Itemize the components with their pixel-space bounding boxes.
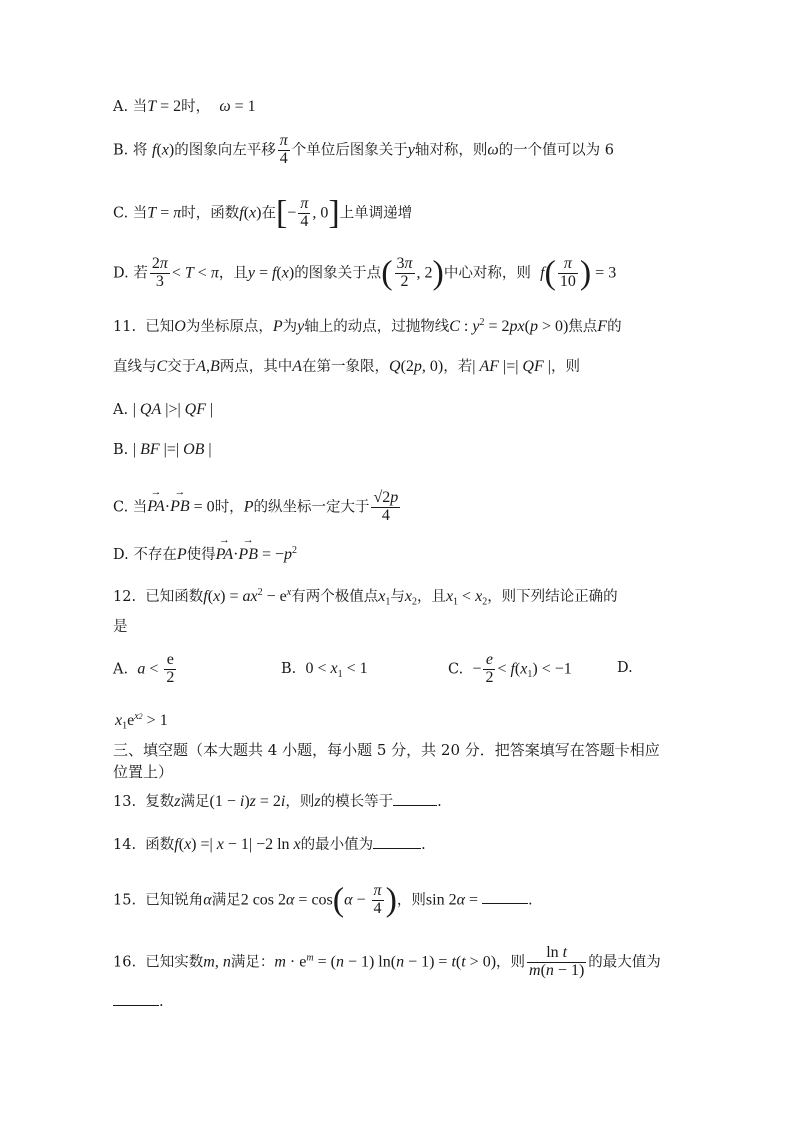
text: 的: [607, 318, 622, 335]
text: 的模长等于: [320, 794, 394, 810]
text: ，则: [550, 359, 580, 375]
text: 两点，其中: [219, 359, 293, 375]
option-11d: D. 不存在P使得→ PA·→ PB = $-p^2$: [113, 546, 297, 563]
text: 的最小值为: [300, 837, 374, 853]
question-16: 16. 已知实数m, n满足：$m \cdot e^m = (n - 1) \ln(n - 1) = t(t > 0)$，则 $\frac{\text{ln t}}{m(n - 1)}$ 的最大值为: [113, 944, 661, 979]
text: ，则: [285, 794, 315, 810]
text: ，则: [396, 892, 426, 909]
text: 轴对称，则: [414, 142, 488, 159]
option-label: A.: [113, 661, 129, 678]
option-10a: A. 当T = 2时， ω = 1: [113, 98, 256, 115]
question-16-answer: [113, 995, 164, 1010]
text: 焦点: [568, 318, 598, 335]
text: .: [159, 994, 164, 1010]
text: 的图象关于点: [294, 265, 382, 282]
text: 位置上）: [113, 763, 174, 781]
option-12b: B. $0 < x_1 < 1$: [281, 660, 368, 680]
text: 直线与: [113, 359, 157, 375]
text: 将: [132, 142, 148, 159]
text: 已知: [145, 318, 175, 335]
section-heading: [113, 743, 660, 758]
text: 三、填空题（本大题共 4 小题，每小题 5 分，共 20 分．把答案填写在答题卡相应: [113, 741, 660, 759]
text: 中心对称，则: [443, 265, 531, 282]
option-10b: B. 将 f(x)的图象向左平移 $\frac{\pi}{4}$ 个单位后图象关于y轴对称，则ω的一个值可以为 6: [113, 132, 614, 167]
options-12: A. a < $\frac{e}{2}$: [113, 651, 175, 686]
text: 的图象向左平移: [174, 142, 276, 159]
option-label: A.: [113, 402, 129, 418]
answer-blank[interactable]: [373, 848, 421, 849]
text: 已知函数: [145, 588, 204, 605]
question-12-line2: [113, 620, 128, 635]
option-label: A.: [113, 99, 129, 115]
question-15: 15. 已知锐角α满足2 cos 2α = cos(α − $\frac{\pi}{4}$ )，则sin 2α = .: [113, 881, 533, 919]
text: 的一个值可以为 6: [498, 142, 614, 159]
text: 时，: [214, 499, 244, 516]
text: 上单调递增: [339, 205, 413, 222]
option-label: C.: [113, 499, 129, 516]
text: 的最大值为: [588, 954, 661, 971]
text: 不存在: [133, 546, 177, 563]
question-number: 15.: [113, 892, 137, 909]
text: 复数: [145, 794, 175, 810]
question-number: 11.: [113, 318, 137, 335]
option-label: B.: [113, 442, 129, 458]
text: 个单位后图象关于: [291, 142, 408, 159]
option-label: D.: [617, 660, 633, 676]
question-number: 13.: [113, 794, 137, 810]
question-12-line1: 12. 已知函数$f(x) = ax^2 - e^x$有两个极值点$x_1$与$x_2$，且$x_1 < x_2$，则下列结论正确的: [113, 587, 618, 608]
text: 已知锐角: [145, 892, 204, 909]
text: 当: [132, 499, 148, 516]
option-12d: [617, 661, 633, 676]
question-number: 16.: [113, 954, 137, 971]
text: ，且: [218, 265, 248, 282]
question-number: 14.: [113, 837, 137, 853]
option-11b: B. | BF |=| OB |: [113, 441, 212, 458]
answer-blank[interactable]: [113, 1005, 159, 1006]
text: 的纵坐标一定大于: [253, 499, 370, 516]
option-10c: C. 当T = π时，函数f(x)在[− $\frac{\pi}{4}$ , 0]上单调递增: [113, 194, 413, 232]
section-heading-line2: [113, 765, 173, 780]
text: 满足: [211, 892, 241, 909]
text: 若: [133, 265, 148, 282]
text: 在第一象限，: [302, 359, 390, 375]
question-13: 13. 复数z满足(1 − i)z = 2i，则z的模长等于 .: [113, 793, 442, 810]
text: 当: [132, 205, 148, 222]
option-label: D.: [113, 546, 129, 563]
text: 为坐标原点，: [185, 318, 273, 335]
text: 满足: [180, 794, 210, 810]
option-label: B.: [281, 661, 297, 677]
text: 为: [282, 318, 298, 335]
option-label: C.: [113, 205, 129, 222]
option-10d: D. 若 $\frac{2\pi}{3}$ < T < π，且y = f(x)的图象关于点( $\frac{3\pi}{2}$ , 2)中心对称，则 f( $\frac{\pi}{10}$ ) = 3: [113, 254, 617, 292]
text: 使得: [186, 546, 216, 563]
answer-blank[interactable]: [393, 805, 437, 806]
text: 有两个极值点: [291, 588, 379, 605]
text: 交于: [167, 359, 197, 375]
text: .: [437, 794, 442, 810]
text: 时，函数: [181, 205, 240, 222]
text: .: [528, 892, 533, 909]
option-11c: C. 当→ PA·→ PB = 0时，P的纵坐标一定大于 $\frac{√2p}{4}$: [113, 490, 402, 525]
text: 满足：: [230, 954, 275, 971]
question-14: 14. 函数f(x) =| x − 1| −2 ln x的最小值为 .: [113, 836, 426, 853]
text: ，则下列结论正确的: [487, 588, 618, 605]
text: .: [421, 837, 426, 853]
text: 时，: [181, 99, 211, 115]
text: 当: [132, 99, 148, 115]
text: 与: [390, 588, 405, 605]
text: 轴上的动点，过抛物线: [304, 318, 450, 335]
option-label: C.: [448, 661, 464, 678]
text: 是: [113, 619, 128, 635]
text: ，且: [416, 588, 446, 605]
option-12d-content: $x_1e^{x2} > 1$: [115, 711, 168, 732]
text: 已知实数: [145, 954, 204, 971]
question-number: 12.: [113, 588, 137, 605]
text: 在: [261, 205, 276, 222]
text: 函数: [145, 837, 175, 853]
question-11-line1: 11. 已知O为坐标原点，P为y轴上的动点，过抛物线C : $y^2 = 2px(p > 0)$焦点F的: [113, 317, 622, 335]
question-11-line2: 直线与C交于A,B两点，其中A在第一象限，Q(2p, 0)，若| AF |=| QF |，则: [113, 358, 580, 375]
option-12c: C. − $\frac{e}{2}$ < $f(x_1) < -1$: [448, 651, 572, 686]
text: ，若: [443, 359, 473, 375]
option-label: D.: [113, 265, 129, 282]
option-label: B.: [113, 142, 129, 159]
text: ，则: [496, 954, 526, 971]
answer-blank[interactable]: [482, 903, 528, 904]
option-11a: A. | QA |>| QF |: [113, 401, 214, 418]
